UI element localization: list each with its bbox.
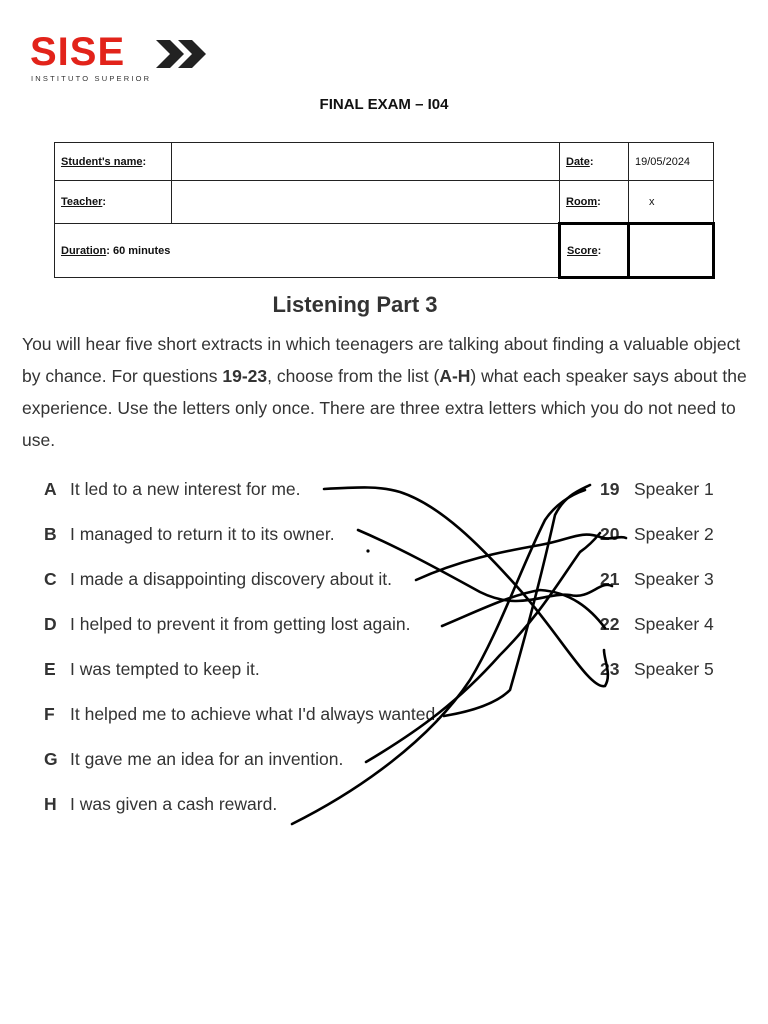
letter-range: A-H xyxy=(439,366,471,386)
exam-title: FINAL EXAM – I04 xyxy=(319,96,449,113)
option-letter: D xyxy=(44,614,57,634)
match-line-c-20 xyxy=(416,535,626,580)
double-chevron-right-icon xyxy=(148,38,220,70)
logo-subtitle: INSTITUTO SUPERIOR xyxy=(31,74,152,83)
option-g xyxy=(44,749,343,770)
match-line-b-21 xyxy=(358,530,612,601)
question-number-21: 21 xyxy=(600,569,620,589)
date-label: Date xyxy=(566,155,590,168)
question-range: 19-23 xyxy=(222,366,268,386)
option-text: I made a disappointing discovery about it. xyxy=(70,569,392,589)
option-text: It led to a new interest for me. xyxy=(70,479,301,499)
speaker-label-3: Speaker 3 xyxy=(634,569,714,589)
match-line-d-22 xyxy=(442,590,605,628)
student-name-label-cell: Student's name: xyxy=(55,143,172,181)
option-h xyxy=(44,794,277,815)
instructions-text-2: , choose from the list ( xyxy=(267,366,440,386)
option-letter: F xyxy=(44,704,55,724)
date-label-cell: Date: xyxy=(560,143,629,181)
match-line-g-20 xyxy=(366,533,600,762)
option-text: I was tempted to keep it. xyxy=(70,659,260,679)
option-text: I was given a cash reward. xyxy=(70,794,278,814)
logo-wordmark: SISE xyxy=(30,30,126,74)
instructions-text-1: You will hear five short extracts in which teenagers are talking about finding a valuable object by chance. For questions xyxy=(22,334,741,386)
option-text: I managed to return it to its owner. xyxy=(70,524,335,544)
duration-value: : 60 minutes xyxy=(106,244,171,257)
match-line-f-19 xyxy=(444,485,590,716)
option-e xyxy=(44,659,260,680)
question-number-22: 22 xyxy=(600,614,620,634)
match-line-h-19 xyxy=(292,490,585,824)
ink-dot xyxy=(366,549,369,552)
student-info-table xyxy=(54,142,715,279)
option-letter: H xyxy=(44,794,57,814)
speaker-label-2: Speaker 2 xyxy=(634,524,714,544)
option-d xyxy=(44,614,410,635)
score-field[interactable] xyxy=(629,224,714,278)
option-letter: B xyxy=(44,524,57,544)
room-value: x xyxy=(629,181,714,224)
question-number-23: 23 xyxy=(600,659,620,679)
student-name-label: Student's name xyxy=(61,155,143,168)
room-label-cell: Room: xyxy=(560,181,629,224)
instructions-text-3: ) what each speaker says about the experience. Use the letters only once. There are three extra letters which you do not need to use. xyxy=(22,366,747,450)
score-label: Score xyxy=(567,244,598,257)
section-title: Listening Part 3 xyxy=(272,292,438,317)
option-letter: C xyxy=(44,569,57,589)
teacher-label: Teacher xyxy=(61,196,103,208)
option-letter: E xyxy=(44,659,56,679)
speaker-label-1: Speaker 1 xyxy=(634,479,714,499)
instructions xyxy=(22,328,758,456)
option-a xyxy=(44,479,301,500)
duration-cell xyxy=(55,224,560,278)
speaker-label-4: Speaker 4 xyxy=(634,614,714,634)
option-f xyxy=(44,704,440,725)
option-letter: A xyxy=(44,479,57,499)
question-number-20: 20 xyxy=(600,524,620,544)
room-label: Room xyxy=(566,195,598,208)
option-text: It gave me an idea for an invention. xyxy=(70,749,344,769)
teacher-label-cell: Teacher: xyxy=(55,181,172,224)
option-b xyxy=(44,524,335,545)
question-number-19: 19 xyxy=(600,479,620,499)
option-text: It helped me to achieve what I'd always wanted. xyxy=(70,704,441,724)
option-text: I helped to prevent it from getting lost again. xyxy=(70,614,411,634)
teacher-field[interactable] xyxy=(172,181,560,224)
duration-label: Duration xyxy=(61,244,107,257)
score-label-cell: Score: xyxy=(560,224,629,278)
date-value: 19/05/2024 xyxy=(629,143,714,181)
option-letter: G xyxy=(44,749,58,769)
student-name-field[interactable] xyxy=(172,143,560,181)
sise-logo xyxy=(30,32,200,84)
option-c xyxy=(44,569,392,590)
speaker-label-5: Speaker 5 xyxy=(634,659,714,679)
